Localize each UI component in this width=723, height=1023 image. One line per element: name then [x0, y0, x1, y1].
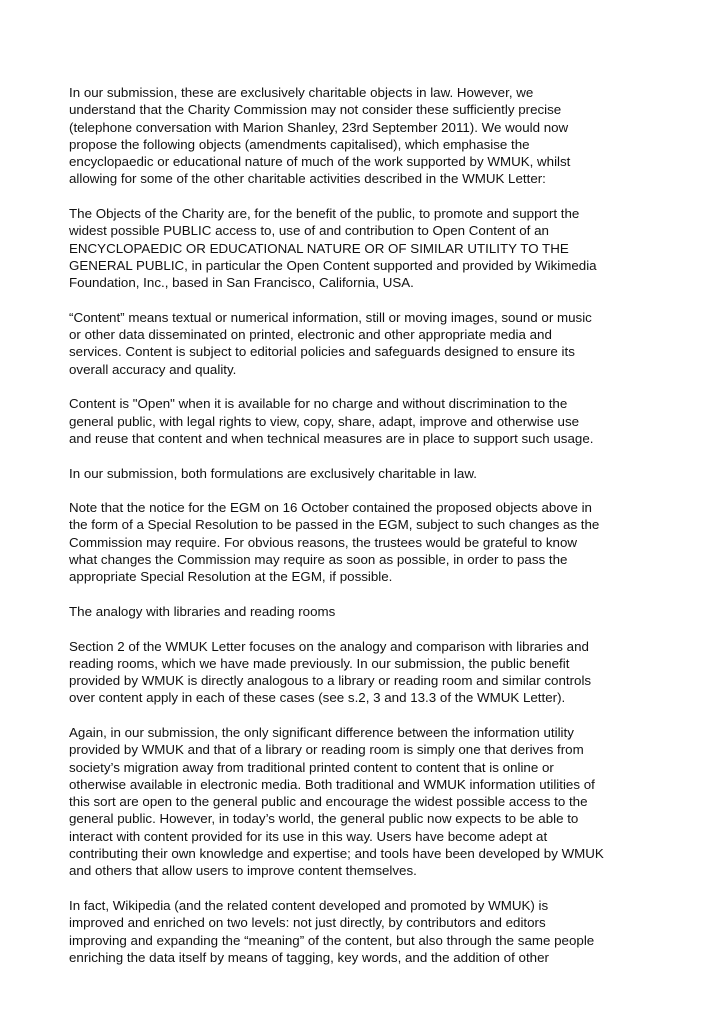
text-line: interact with content provided for its use in this way. Users have become adept at	[69, 828, 548, 844]
text-line: allowing for some of the other charitable activities described in the WMUK Letter:	[69, 171, 546, 187]
text-line: ENCYCLOPAEDIC OR EDUCATIONAL NATURE OR OF SIMILAR UTILITY TO THE	[69, 240, 569, 256]
document-body	[69, 84, 669, 966]
text-line: improving and expanding the “meaning” of the content, but also through the same people	[69, 932, 595, 948]
text-line: Foundation, Inc., based in San Francisco, California, USA.	[69, 275, 414, 291]
text-line: “Content” means textual or numerical information, still or moving images, sound or music	[69, 309, 592, 325]
text-line: propose the following objects (amendments capitalised), which emphasise the	[69, 136, 530, 152]
text-line: general public. However, in today’s world, the general public now expects to be able to	[69, 811, 579, 827]
text-line: Section 2 of the WMUK Letter focuses on the analogy and comparison with libraries and	[69, 638, 589, 654]
text-line: general public, with legal rights to view, copy, share, adapt, improve and otherwise use	[69, 413, 580, 429]
text-line: widest possible PUBLIC access to, use of and contribution to Open Content of an	[69, 223, 549, 239]
text-line: Content is "Open" when it is available for no charge and without discrimination to the	[69, 396, 568, 412]
text-line: improved and enriched on two levels: not just directly, by contributors and editors	[69, 915, 546, 931]
paragraph-egm-notice	[69, 499, 669, 585]
text-line: the form of a Special Resolution to be passed in the EGM, subject to such changes as the	[69, 517, 600, 533]
text-line: services. Content is subject to editorial policies and safeguards designed to ensure its	[69, 344, 575, 360]
text-line: otherwise available in electronic media. Both traditional and WMUK information utilities of	[69, 776, 595, 792]
text-line: The analogy with libraries and reading rooms	[69, 603, 336, 619]
text-line: GENERAL PUBLIC, in particular the Open Content supported and provided by Wikimedia	[69, 257, 597, 273]
text-line: or other data disseminated on printed, electronic and other appropriate media and	[69, 327, 552, 343]
paragraph-both-formulations	[69, 465, 669, 482]
text-line: and reuse that content and when technical measures are in place to support such usage.	[69, 430, 594, 446]
text-line: enriching the data itself by means of tagging, key words, and the addition of other	[69, 949, 549, 965]
text-line: Note that the notice for the EGM on 16 October contained the proposed objects above in	[69, 500, 592, 516]
paragraph-open-definition	[69, 395, 669, 447]
text-line: In our submission, these are exclusively charitable objects in law. However, we	[69, 85, 534, 100]
text-line: what changes the Commission may require as soon as possible, in order to pass the	[69, 552, 568, 568]
text-line: society’s migration away from traditional printed content to content that is online or	[69, 759, 554, 775]
text-line: In fact, Wikipedia (and the related content developed and promoted by WMUK) is	[69, 897, 549, 913]
paragraph-objects-intro	[69, 84, 669, 188]
text-line: In our submission, both formulations are exclusively charitable in law.	[69, 465, 477, 481]
text-line: provided by WMUK is directly analogous to a library or reading room and similar controls	[69, 673, 592, 689]
text-line: (telephone conversation with Marion Shanley, 23rd September 2011). We would now	[69, 119, 569, 135]
text-line: The Objects of the Charity are, for the benefit of the public, to promote and support the	[69, 206, 580, 222]
section-heading-libraries-analogy	[69, 603, 669, 620]
text-line: this sort are open to the general public and encourage the widest possible access to the	[69, 794, 588, 810]
text-line: Again, in our submission, the only significant difference between the information utility	[69, 724, 574, 740]
text-line: overall accuracy and quality.	[69, 361, 237, 377]
text-line: contributing their own knowledge and expertise; and tools have been developed by WMUK	[69, 846, 604, 862]
text-line: encyclopaedic or educational nature of much of the work supported by WMUK, whilst	[69, 154, 571, 170]
paragraph-section-2-analogy	[69, 638, 669, 707]
text-line: over content apply in each of these cases (see s.2, 3 and 13.3 of the WMUK Letter).	[69, 690, 566, 706]
text-line: and others that allow users to improve content themselves.	[69, 863, 417, 879]
paragraph-content-definition	[69, 309, 669, 378]
text-line: provided by WMUK and that of a library or reading room is simply one that derives from	[69, 742, 584, 758]
paragraph-significant-difference	[69, 724, 669, 880]
paragraph-objects-of-charity	[69, 205, 669, 291]
text-line: reading rooms, which we have made previously. In our submission, the public benefit	[69, 655, 570, 671]
text-line: Commission may require. For obvious reasons, the trustees would be grateful to know	[69, 534, 578, 550]
text-line: understand that the Charity Commission may not consider these sufficiently precise	[69, 102, 562, 118]
paragraph-wikipedia-enrichment	[69, 897, 669, 966]
text-line: appropriate Special Resolution at the EGM, if possible.	[69, 569, 393, 585]
